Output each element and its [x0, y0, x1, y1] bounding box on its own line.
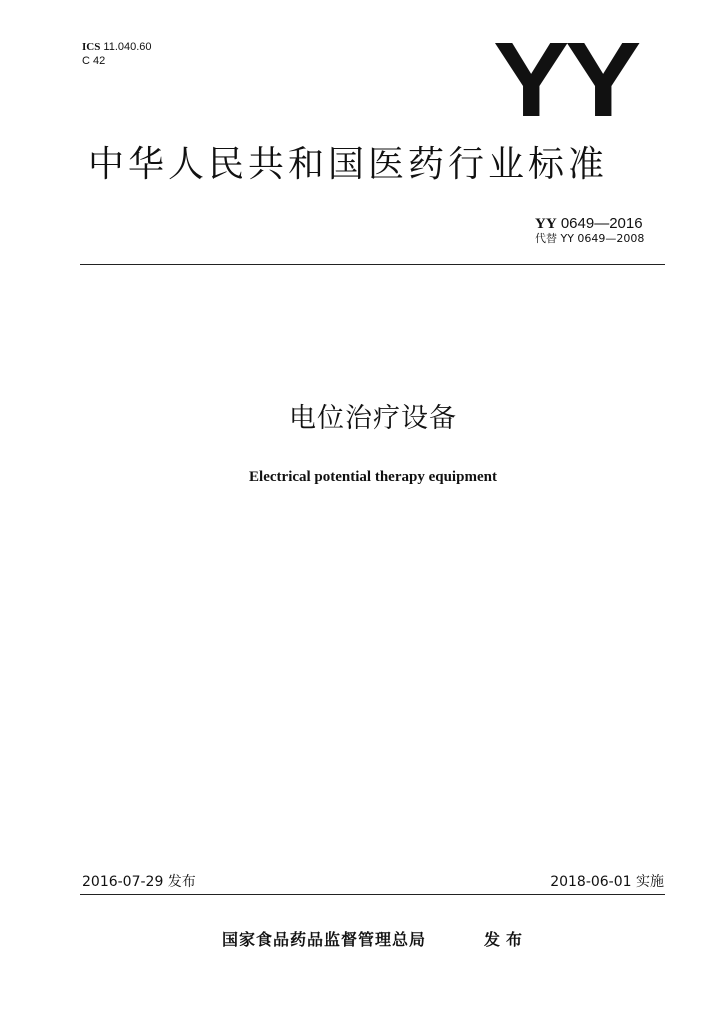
standard-code: 0649—2016 [560, 215, 643, 232]
replaces-note: 代替 YY 0649—2008 [535, 232, 645, 245]
issue-label: 发布 [484, 930, 529, 949]
ics-code: 11.040.60 [103, 41, 152, 53]
industry-standard-title: 中华人民共和国医药行业标准 [88, 144, 609, 185]
publish-date: 2016-07-29 发布 [82, 874, 196, 890]
standard-number [535, 215, 643, 233]
top-divider [80, 264, 665, 265]
ics-label: ICS [82, 41, 101, 53]
issuing-authority: 国家食品药品监督管理总局 [222, 930, 427, 949]
classification-codes [82, 40, 152, 68]
yy-logo: YY [492, 21, 638, 139]
ics-line [82, 40, 152, 54]
bottom-divider [80, 894, 665, 895]
implementation-date: 2018-06-01 实施 [550, 874, 664, 890]
document-title-chinese: 电位治疗设备 [289, 403, 457, 434]
ccs-code: C 42 [82, 55, 106, 67]
document-title-english: Electrical potential therapy equipment [249, 469, 497, 485]
standard-prefix: YY [535, 216, 557, 232]
